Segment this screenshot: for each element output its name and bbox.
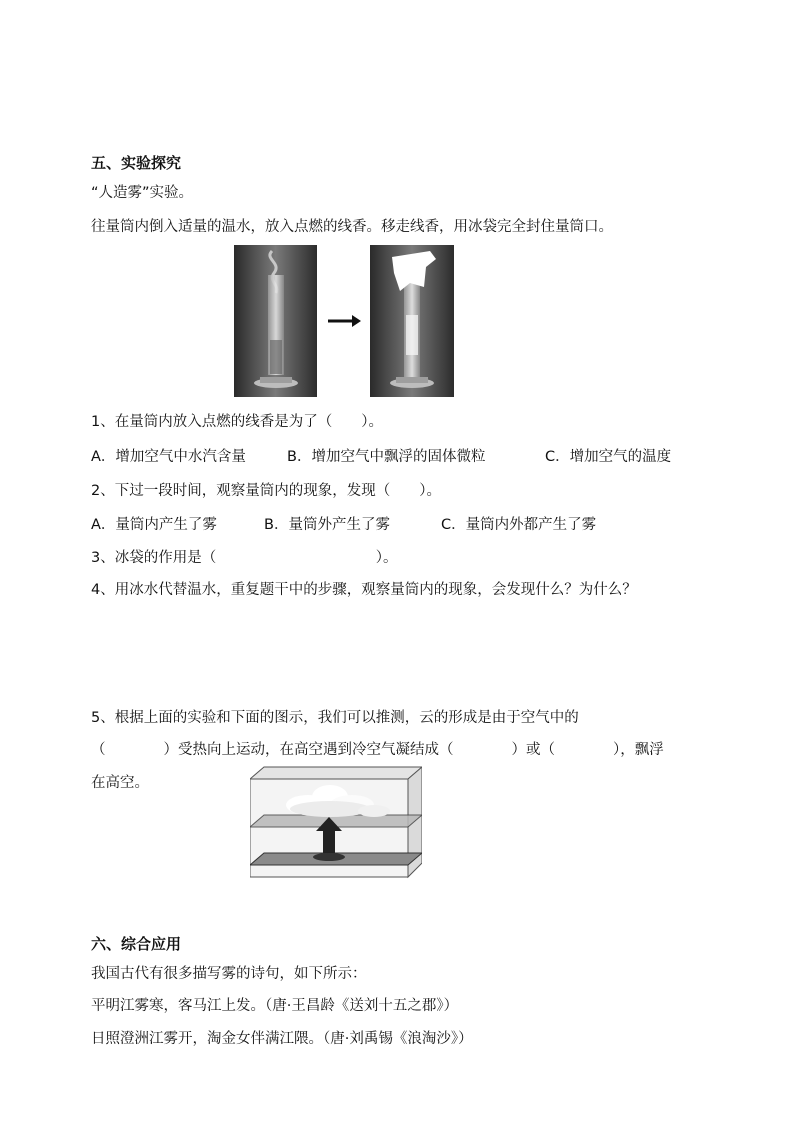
question-5-line-3: 在高空。 [91,775,149,791]
poem-2: 日照澄洲江雾开，淘金女伴满江隈。（唐·刘禹锡《浪淘沙》） [91,1031,473,1047]
section5-heading: 五、实验探究 [91,154,182,172]
question-4-stem: 4、用冰水代替温水，重复题干中的步骤，观察量筒内的现象，会发现什么？为什么？ [91,582,637,598]
question-2-stem: 2、下过一段时间，观察量筒内的现象，发现（ ）。 [91,483,441,499]
experiment-title: “人造雾”实验。 [91,185,194,201]
experiment-intro: 往量筒内倒入适量的温水，放入点燃的线香。移走线香，用冰袋完全封住量筒口。 [91,219,613,235]
question-2-option-a: A．量筒内产生了雾 [91,517,217,533]
question-5-line-1: 5、根据上面的实验和下面的图示，我们可以推测，云的形成是由于空气中的 [91,710,579,726]
question-3-stem: 3、冰袋的作用是（ ）。 [91,550,398,566]
question-1-option-a: A．增加空气中水汽含量 [91,449,246,465]
experiment-photo-figure [234,245,454,397]
question-2-option-c: C．量筒内外都产生了雾 [441,517,597,533]
question-1-stem: 1、在量筒内放入点燃的线香是为了（ ）。 [91,414,383,430]
question-2-option-b: B．量筒外产生了雾 [264,517,390,533]
poem-1: 平明江雾寒，客马江上发。（唐·王昌龄《送刘十五之郡》） [91,998,459,1014]
photo-after [370,245,454,397]
question-1-option-c: C．增加空气的温度 [545,449,672,465]
question-1-option-b: B．增加空气中飘浮的固体微粒 [287,449,486,465]
section6-heading: 六、综合应用 [91,935,182,953]
photo-before [234,245,317,397]
cloud-formation-diagram [250,765,422,879]
right-arrow-icon [328,315,361,327]
question-5-line-2: （ ）受热向上运动，在高空遇到冷空气凝结成（ ）或（ ），飘浮 [91,742,664,758]
section6-intro: 我国古代有很多描写雾的诗句，如下所示： [91,966,367,982]
